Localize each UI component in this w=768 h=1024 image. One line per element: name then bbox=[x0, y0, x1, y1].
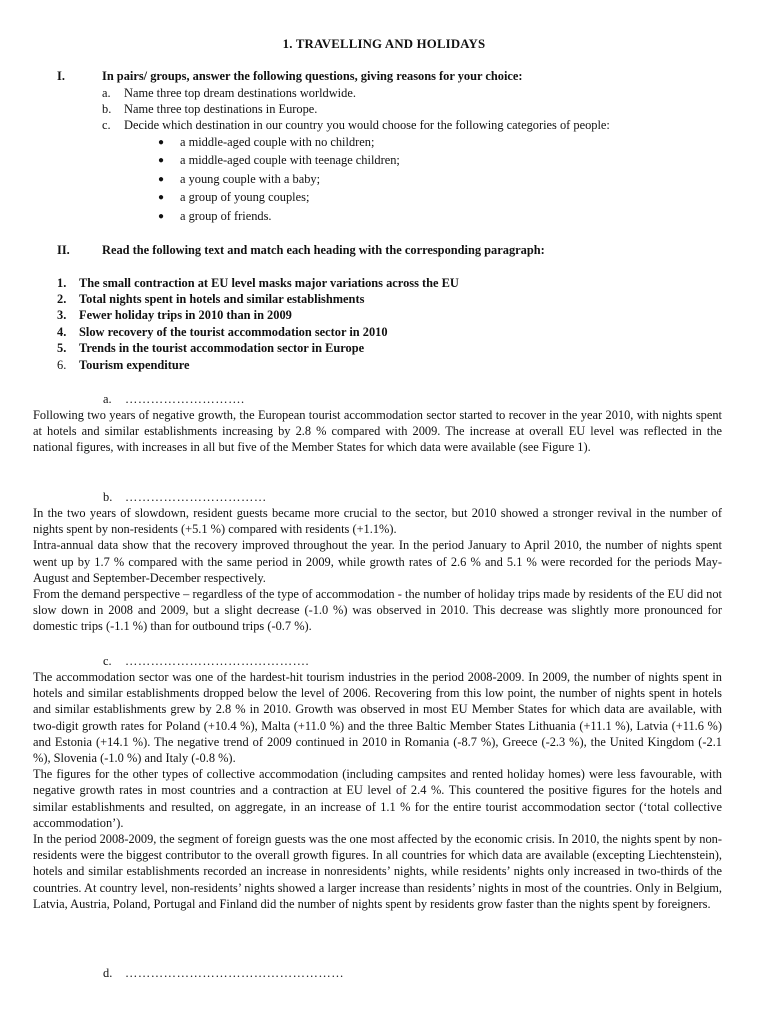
paragraph-text: Intra-annual data show that the recovery improved throughout the year. In the period January to April 2010, the number of nights spent went up by 1.7 % compared with the same period in 2009, while growth rates of 2.6 % and 5.1 % were recorded for the periods May-August and September-December respectively. bbox=[33, 538, 722, 585]
question-letter: b. bbox=[102, 102, 112, 116]
answer-blank[interactable]: ………………………. bbox=[125, 392, 245, 406]
question-letter: c. bbox=[102, 118, 111, 132]
paragraph-text: Following two years of negative growth, the European tourist accommodation sector started to recover in the year 2010, with nights spent at hotels and similar establishments increasing by 2.8 % compared with 2009. The increase at overall EU level was reflected in the national figures, with increases in all but five of the Member States for which data were available (see Figure 1). bbox=[33, 408, 722, 455]
paragraph-text: The accommodation sector was one of the hardest-hit tourism industries in the period 2008-2009. In 2009, the number of nights spent in hotels and similar establishments dropped below the level of 2006. Recovering from this low point, the number of nights spent in hotels and similar establishments grew by 2.8 % in 2010. Growth was observed in most EU Member States for which data are available, with two-digit growth rates for Poland (+10.4 %), Malta (+11.0 %) and the three Baltic Member States Lithuania (+11.1 %), Latvia (+11.6 %) and Estonia (+14.1 %). The negative trend of 2009 continued in 2010 in Romania (-8.7 %), Greece (-2.3 %), the United Kingdom (-2.1 %), Slovenia (-1.0 %) and Italy (-0.8 %). bbox=[33, 670, 722, 766]
heading-option: The small contraction at EU level masks major variations across the EU bbox=[79, 276, 459, 290]
heading-number: 6. bbox=[57, 358, 67, 372]
bullet-item: a group of young couples; bbox=[180, 190, 310, 204]
paragraph-body bbox=[33, 669, 722, 912]
paragraph-body bbox=[33, 505, 722, 635]
section-1-number: I. bbox=[57, 69, 65, 83]
heading-option: Fewer holiday trips in 2010 than in 2009 bbox=[79, 308, 292, 322]
heading-option: Slow recovery of the tourist accommodation sector in 2010 bbox=[79, 325, 388, 339]
bullet-item: a middle-aged couple with teenage children; bbox=[180, 153, 400, 167]
paragraph-letter: b. bbox=[103, 490, 113, 504]
page-title: 1. TRAVELLING AND HOLIDAYS bbox=[282, 37, 486, 51]
heading-number: 4. bbox=[57, 325, 67, 339]
question-text: Decide which destination in our country you would choose for the following categories of people: bbox=[124, 118, 610, 132]
answer-blank[interactable]: ……………………………………. bbox=[125, 654, 310, 668]
section-2-number: II. bbox=[57, 243, 70, 257]
bullet-icon: ● bbox=[158, 174, 165, 185]
question-letter: a. bbox=[102, 86, 111, 100]
heading-number: 2. bbox=[57, 292, 67, 306]
paragraph-text: In the two years of slowdown, resident guests became more crucial to the sector, but 2010 showed a stronger revival in the number of nights spent by non-residents (+5.1 %) compared with residents (+1.1%). bbox=[33, 506, 722, 537]
bullet-icon: ● bbox=[158, 211, 165, 222]
answer-blank[interactable]: …………………………… bbox=[125, 490, 267, 504]
heading-option: Total nights spent in hotels and similar establishments bbox=[79, 292, 365, 306]
heading-option: Trends in the tourist accommodation sector in Europe bbox=[79, 341, 365, 355]
paragraph-letter: d. bbox=[103, 966, 113, 980]
paragraph-letter: c. bbox=[103, 654, 112, 668]
paragraph-letter: a. bbox=[103, 392, 112, 406]
paragraph-text: The figures for the other types of collective accommodation (including campsites and rented holiday homes) were less favourable, with negative growth rates in most countries and a contraction at EU level of 2.4 %. This countered the positive figures for the hotels and similar establishments and resulted, on aggregate, in an increase of 1.1 % for the entire tourist accommodation sector (‘total collective accommodation’). bbox=[33, 767, 722, 830]
section-1-heading: In pairs/ groups, answer the following questions, giving reasons for your choice: bbox=[102, 69, 523, 83]
bullet-icon: ● bbox=[158, 137, 165, 148]
heading-number: 3. bbox=[57, 308, 67, 322]
paragraph-text: From the demand perspective – regardless of the type of accommodation - the number of holiday trips made by residents of the EU did not slow down in 2008 and 2009, but a slight decrease (-1.0 %) was observed in 2010. This decrease was slightly more pronounced for domestic trips (-1.1 %) than for outbound trips (-0.7 %). bbox=[33, 587, 722, 634]
bullet-icon: ● bbox=[158, 192, 165, 203]
paragraph-body bbox=[33, 407, 722, 456]
bullet-icon: ● bbox=[158, 155, 165, 166]
bullet-item: a young couple with a baby; bbox=[180, 172, 321, 186]
heading-number: 1. bbox=[57, 276, 67, 290]
question-text: Name three top dream destinations worldwide. bbox=[124, 86, 356, 100]
answer-blank[interactable]: …………………………………………… bbox=[125, 966, 345, 980]
bullet-item: a group of friends. bbox=[180, 209, 272, 223]
question-text: Name three top destinations in Europe. bbox=[124, 102, 318, 116]
heading-number: 5. bbox=[57, 341, 67, 355]
bullet-item: a middle-aged couple with no children; bbox=[180, 135, 375, 149]
section-2-heading: Read the following text and match each heading with the corresponding paragraph: bbox=[102, 243, 545, 257]
heading-option: Tourism expenditure bbox=[79, 358, 190, 372]
paragraph-text: In the period 2008-2009, the segment of foreign guests was the one most affected by the economic crisis. In 2010, the nights spent by non-residents were the biggest contributor to the overall growth figures. In all countries for which data are available (excepting Liechtenstein), hotels and similar establishments recorded an increase in nonresidents’ nights, while residents’ nights only increased in two-thirds of the countries. At country level, non-residents’ nights showed a larger increase than residents’ nights in most of the countries. Only in Belgium, Latvia, Austria, Poland, Portugal and Finland did the number of nights spent by residents grow faster than the nights spent by foreigners. bbox=[33, 832, 722, 911]
